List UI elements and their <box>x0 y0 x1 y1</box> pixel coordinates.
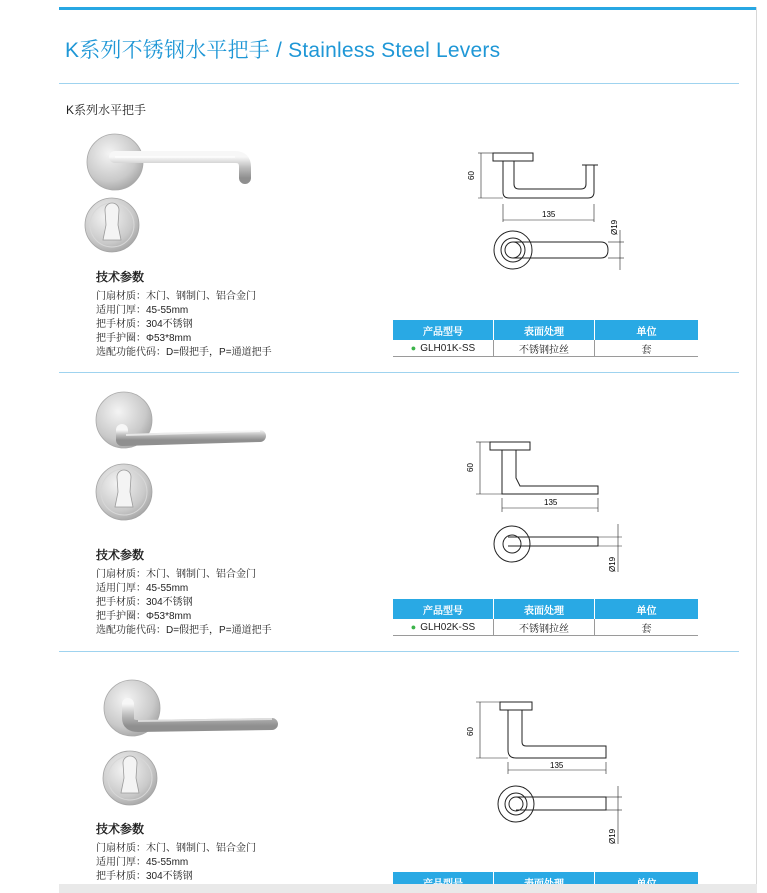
spec-handle-material: 把手材质：304不锈钢 <box>96 871 193 882</box>
lever-photo-2 <box>80 390 290 530</box>
section-divider <box>59 372 739 373</box>
spec-door-thickness: 适用门厚：45-55mm <box>96 857 189 868</box>
spec-table <box>393 599 698 636</box>
title-rule <box>59 83 739 84</box>
spec-door-thickness: 适用门厚：45-55mm <box>96 583 189 594</box>
bullet-icon: ● <box>410 342 417 353</box>
spec-handle-material: 把手材质：304不锈钢 <box>96 319 193 330</box>
spec-handle-material: 把手材质：304不锈钢 <box>96 597 193 608</box>
section-title: K系列水平把手 <box>66 103 147 117</box>
spec-heading: 技术参数 <box>96 270 145 284</box>
col-unit: 单位 <box>595 599 699 619</box>
col-finish: 表面处理 <box>494 320 595 340</box>
bullet-icon: ● <box>410 621 417 632</box>
dim-length: 135 <box>544 498 558 507</box>
finish-cell: 不锈钢拉丝 <box>494 619 595 636</box>
model-cell: GLH02K-SS <box>420 621 476 633</box>
table-row <box>393 340 698 357</box>
spec-list <box>96 842 256 884</box>
col-finish: 表面处理 <box>494 599 595 619</box>
technical-drawing-3 <box>458 698 638 848</box>
spec-list <box>96 568 272 638</box>
spec-list <box>96 290 272 360</box>
spec-door-material: 门扇材质：木门、钢制门、铝合金门 <box>96 843 256 854</box>
model-cell: GLH01K-SS <box>420 342 476 354</box>
dim-height: 60 <box>466 463 475 472</box>
dim-diameter: Ø19 <box>608 828 617 844</box>
page-right-border <box>756 7 757 893</box>
lever-photo-3 <box>86 678 296 818</box>
table-row <box>393 619 698 636</box>
dim-height: 60 <box>467 171 476 180</box>
spec-table <box>393 320 698 357</box>
spec-rose: 把手护圈：Φ53*8mm <box>96 333 192 344</box>
technical-drawing-1 <box>458 150 638 300</box>
bottom-cutoff <box>59 884 757 893</box>
page-title: K系列不锈钢水平把手 / Stainless Steel Levers <box>65 39 501 62</box>
dim-length: 135 <box>550 761 564 770</box>
lever-photo-1 <box>70 130 280 270</box>
unit-cell: 套 <box>595 340 699 357</box>
unit-cell: 套 <box>595 619 699 636</box>
col-unit: 单位 <box>595 320 699 340</box>
dim-length: 135 <box>542 210 556 219</box>
col-model: 产品型号 <box>393 320 494 340</box>
col-model: 产品型号 <box>393 599 494 619</box>
spec-rose: 把手护圈：Φ53*8mm <box>96 611 192 622</box>
spec-door-material: 门扇材质：木门、钢制门、铝合金门 <box>96 569 256 580</box>
dim-diameter: Ø19 <box>610 219 619 235</box>
technical-drawing-2 <box>458 438 638 588</box>
dim-height: 60 <box>466 727 475 736</box>
top-rule <box>59 7 757 10</box>
dim-diameter: Ø19 <box>608 556 617 572</box>
spec-heading: 技术参数 <box>96 822 145 836</box>
spec-heading: 技术参数 <box>96 548 145 562</box>
spec-door-thickness: 适用门厚：45-55mm <box>96 305 189 316</box>
finish-cell: 不锈钢拉丝 <box>494 340 595 357</box>
spec-function-code: 选配功能代码：D=假把手，P=通道把手 <box>96 347 272 358</box>
section-divider <box>59 651 739 652</box>
spec-function-code: 选配功能代码：D=假把手，P=通道把手 <box>96 625 272 636</box>
spec-door-material: 门扇材质：木门、钢制门、铝合金门 <box>96 291 256 302</box>
